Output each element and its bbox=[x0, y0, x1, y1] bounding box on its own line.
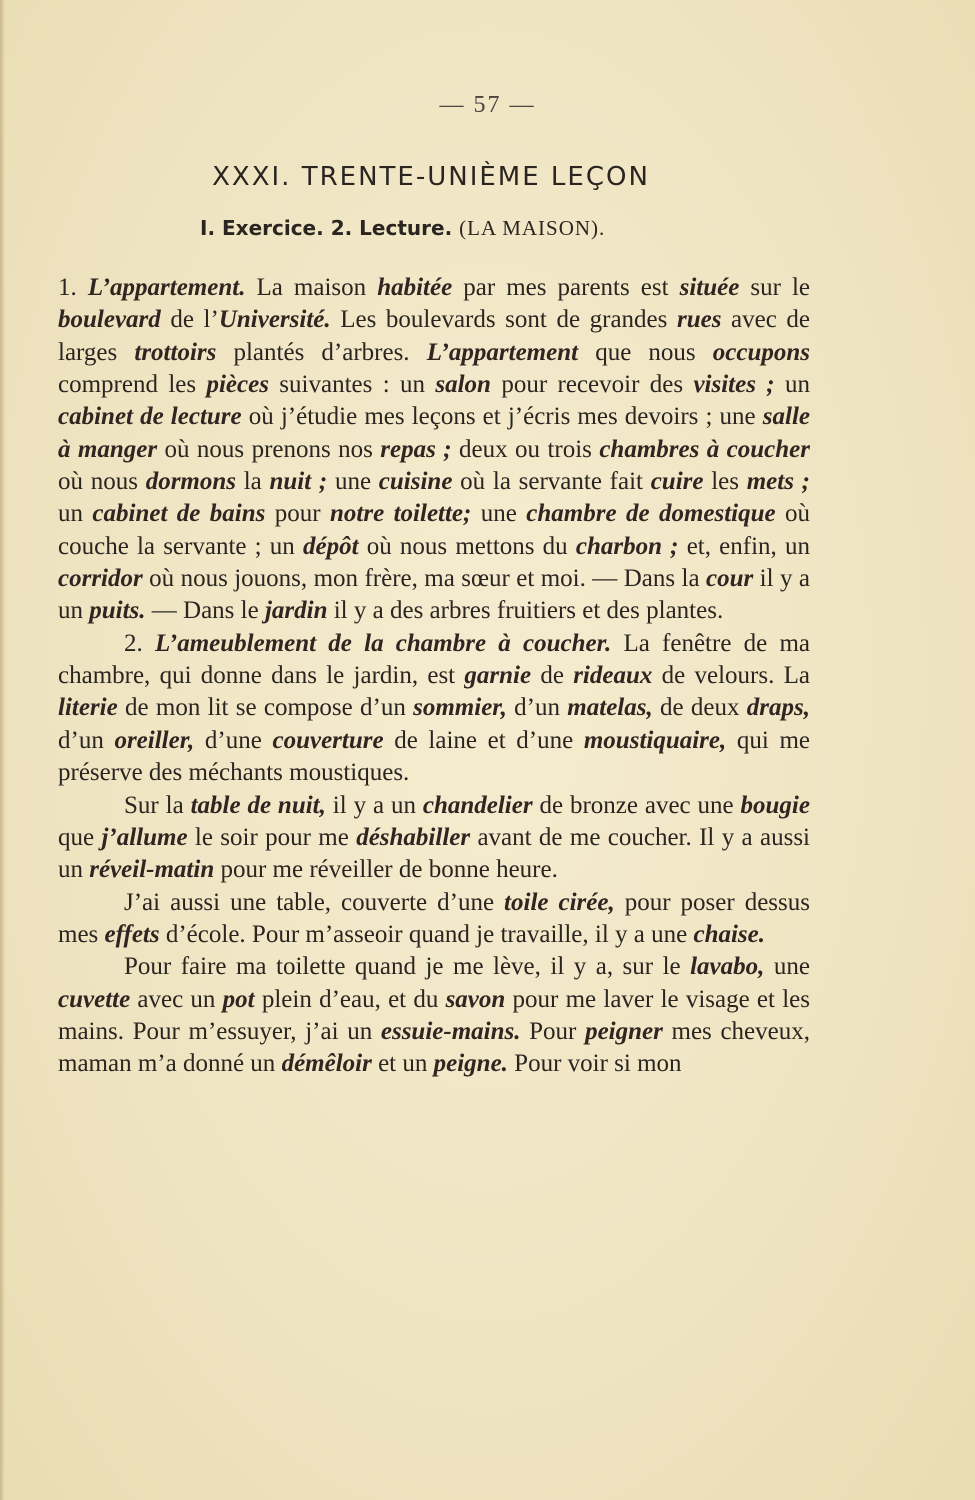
vocab-term: effets bbox=[104, 920, 160, 948]
vocab-term: mets ; bbox=[746, 468, 810, 496]
text-run: que nous bbox=[578, 338, 713, 366]
vocab-term: cabinet de lecture bbox=[58, 403, 242, 431]
vocab-term: trottoirs bbox=[134, 338, 217, 366]
text-run: de velours. La bbox=[652, 662, 810, 690]
vocab-term: matelas, bbox=[567, 694, 653, 722]
vocab-term: savon bbox=[445, 985, 506, 1013]
paragraph bbox=[58, 272, 810, 628]
vocab-term: charbon ; bbox=[575, 532, 679, 560]
text-run: comprend les bbox=[58, 371, 207, 399]
subtitle-reading: 2. Lecture. bbox=[330, 216, 453, 240]
vocab-term: oreiller, bbox=[114, 726, 195, 754]
vocab-term: pot bbox=[222, 985, 255, 1013]
text-run: avec un bbox=[130, 985, 223, 1013]
vocab-term: essuie-mains. bbox=[380, 1017, 521, 1045]
text-run: de laine et d’une bbox=[383, 726, 584, 754]
vocab-term: lavabo, bbox=[690, 953, 765, 981]
vocab-term: corridor bbox=[58, 565, 143, 593]
vocab-term: démêloir bbox=[281, 1050, 372, 1078]
text-run: de bronze avec une bbox=[532, 791, 741, 819]
text-run: où nous mettons du bbox=[358, 532, 576, 560]
paragraph bbox=[58, 628, 810, 790]
text-run: de l’ bbox=[160, 306, 219, 334]
text-run: 1. bbox=[58, 274, 88, 301]
vocab-term: puits. bbox=[89, 597, 146, 625]
text-run: Sur la bbox=[124, 791, 191, 819]
vocab-term: sommier, bbox=[413, 694, 507, 722]
vocab-term: cuisine bbox=[378, 468, 453, 496]
text-run: les bbox=[703, 468, 747, 496]
vocab-term: réveil-matin bbox=[89, 856, 215, 884]
text-run: avec de larges bbox=[58, 306, 810, 366]
vocab-term: notre toilette; bbox=[330, 500, 472, 528]
text-run: une bbox=[764, 953, 810, 981]
text-run: où nous jouons, mon frère, ma sœur et moi. — Dans la bbox=[142, 565, 706, 593]
text-run: avant de me coucher. Il y a aussi un bbox=[58, 823, 810, 884]
vocab-term: L’appartement. bbox=[87, 274, 246, 301]
text-run: sur le bbox=[739, 274, 811, 301]
vocab-term: chaise. bbox=[693, 920, 765, 948]
text-run: une bbox=[471, 500, 527, 528]
text-run: qui me préserve des méchants moustiques. bbox=[58, 726, 810, 787]
paragraph bbox=[58, 951, 810, 1080]
vocab-term: pièces bbox=[206, 371, 269, 399]
text-run: où la servante fait bbox=[452, 468, 651, 496]
text-run: d’un bbox=[58, 726, 115, 754]
vocab-term: boulevard bbox=[58, 306, 161, 334]
text-run: Les boulevards sont de grandes bbox=[330, 306, 677, 334]
text-run: d’un bbox=[506, 694, 568, 722]
text-run: deux ou trois bbox=[451, 435, 600, 463]
vocab-term: repas ; bbox=[380, 435, 452, 463]
text-run: le soir pour me bbox=[187, 823, 357, 851]
text-run: une bbox=[327, 468, 379, 496]
text-run: un bbox=[774, 371, 811, 399]
subtitle-exercise: I. Exercice. bbox=[200, 216, 324, 240]
vocab-term: chambre de domestique bbox=[526, 500, 776, 528]
vocab-term: toile cirée, bbox=[504, 888, 615, 916]
text-run: 2. bbox=[124, 629, 155, 657]
vocab-term: cour bbox=[706, 565, 754, 593]
vocab-term: chambres à coucher bbox=[599, 435, 810, 463]
vocab-term: occupons bbox=[712, 338, 810, 366]
text-run: il y a un bbox=[325, 791, 423, 819]
text-run: de deux bbox=[652, 694, 747, 722]
text-run: il y a un bbox=[58, 565, 810, 625]
text-run: d’une bbox=[194, 726, 273, 754]
paragraph bbox=[58, 887, 810, 952]
text-run: plein d’eau, et du bbox=[254, 985, 446, 1013]
text-run: pour bbox=[265, 500, 331, 528]
vocab-term: peigne. bbox=[433, 1050, 508, 1078]
vocab-term: cuire bbox=[650, 468, 704, 496]
text-run: et un bbox=[371, 1050, 434, 1078]
vocab-term: jardin bbox=[264, 597, 328, 625]
text-run: de bbox=[531, 662, 574, 690]
vocab-term: moustiquaire, bbox=[583, 726, 727, 754]
vocab-term: dépôt bbox=[303, 532, 359, 560]
vocab-term: salle à manger bbox=[58, 403, 810, 463]
text-run: où j’étudie mes leçons et j’écris mes devoirs ; une bbox=[241, 403, 763, 431]
vocab-term: chandelier bbox=[422, 791, 533, 819]
text-run: il y a des arbres fruitiers et des plantes. bbox=[327, 597, 724, 625]
subtitle-topic: (LA MAISON). bbox=[459, 216, 606, 240]
vocab-term: cabinet de bains bbox=[92, 500, 266, 528]
text-run: pour recevoir des bbox=[490, 371, 694, 399]
page-edge bbox=[0, 0, 6, 1500]
text-run: mes cheveux, maman m’a donné un bbox=[58, 1017, 810, 1078]
text-run: que bbox=[58, 823, 102, 851]
vocab-term: table de nuit, bbox=[190, 791, 326, 819]
vocab-term: habitée bbox=[377, 274, 453, 301]
text-run: où nous bbox=[58, 468, 146, 496]
vocab-term: peigner bbox=[585, 1017, 663, 1045]
text-run: pour poser dessus mes bbox=[58, 888, 810, 948]
lesson-subtitle bbox=[200, 216, 605, 241]
text-run: où nous prenons nos bbox=[157, 435, 381, 463]
text-run: — Dans le bbox=[145, 597, 265, 625]
vocab-term: rideaux bbox=[573, 662, 653, 690]
vocab-term: cuvette bbox=[58, 985, 131, 1013]
text-run: suivantes : un bbox=[268, 371, 436, 399]
vocab-term: L’appartement bbox=[426, 338, 579, 366]
vocab-term: visites ; bbox=[693, 371, 775, 399]
vocab-term: nuit ; bbox=[269, 468, 328, 496]
text-run: la bbox=[236, 468, 270, 496]
text-run: La fenêtre de ma chambre, qui donne dans le jardin, est bbox=[58, 629, 811, 690]
vocab-term: salon bbox=[435, 371, 491, 399]
text-run: plantés d’arbres. bbox=[216, 338, 427, 366]
text-run: et, enfin, un bbox=[678, 532, 810, 560]
text-run: pour me laver le visage et les mains. Pour m’essuyer, j’ai un bbox=[58, 985, 810, 1045]
text-run: où couche la servante ; un bbox=[58, 500, 811, 560]
body-text bbox=[58, 272, 810, 1081]
text-run: La maison bbox=[245, 274, 378, 301]
lesson-title: XXXI. TRENTE-UNIÈME LEÇON bbox=[212, 162, 650, 192]
vocab-term: rues bbox=[676, 306, 722, 334]
text-run: Pour faire ma toilette quand je me lève, il y a, sur le bbox=[124, 953, 691, 981]
text-run: d’école. Pour m’asseoir quand je travaille, il y a une bbox=[159, 920, 694, 948]
text-run: un bbox=[58, 500, 93, 528]
vocab-term: dormons bbox=[145, 468, 236, 496]
vocab-term: bougie bbox=[740, 791, 810, 819]
vocab-term: située bbox=[679, 274, 740, 301]
vocab-term: garnie bbox=[464, 662, 532, 690]
text-run: Pour voir si mon bbox=[507, 1050, 682, 1078]
vocab-term: L’ameublement de la chambre à coucher. bbox=[154, 629, 612, 657]
text-run: par mes parents est bbox=[452, 274, 680, 301]
page-number: — 57 — bbox=[439, 92, 536, 118]
vocab-term: Université. bbox=[218, 306, 331, 334]
vocab-term: draps, bbox=[746, 694, 810, 722]
text-run: pour me réveiller de bonne heure. bbox=[214, 856, 558, 884]
vocab-term: couverture bbox=[272, 726, 384, 754]
vocab-term: déshabiller bbox=[356, 823, 471, 851]
paragraph bbox=[58, 790, 810, 887]
vocab-term: j’allume bbox=[101, 823, 188, 851]
text-run: de mon lit se compose d’un bbox=[117, 694, 414, 722]
text-run: Pour bbox=[520, 1017, 586, 1045]
text-run: J’ai aussi une table, couverte d’une bbox=[124, 888, 505, 916]
vocab-term: literie bbox=[58, 694, 118, 722]
